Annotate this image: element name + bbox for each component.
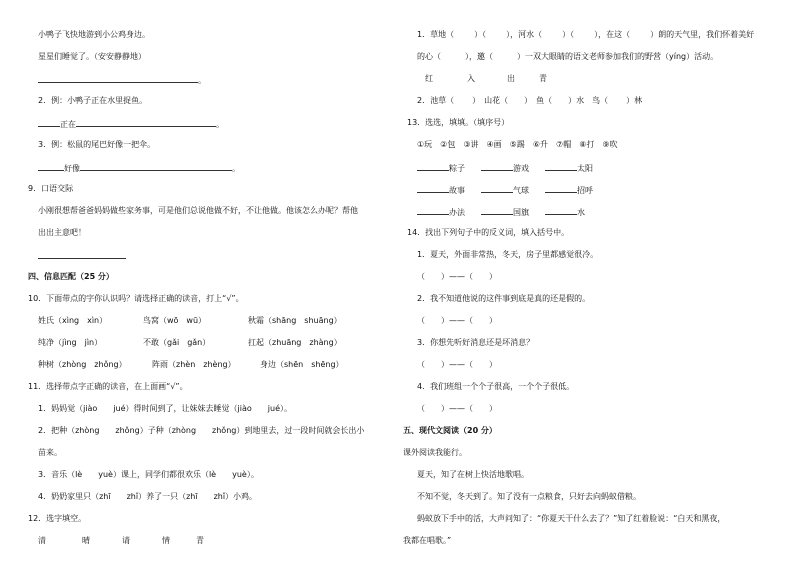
verb-fill-8[interactable]: 国旗 xyxy=(481,206,529,218)
char-option-3: 请 xyxy=(122,536,130,545)
section-5-heading: 五、现代文阅读（20 分） xyxy=(403,426,497,435)
pinyin-choice-5[interactable]: 不敢（gǎi gǎn） xyxy=(143,338,211,347)
example-sentence-3: 3．例：松鼠的尾巴好像一把伞。 xyxy=(38,140,156,149)
answer-line-1[interactable]: 。 xyxy=(38,74,206,86)
antonym-pair-2[interactable]: （ ）——（ ） xyxy=(417,316,497,325)
reading-paragraph-3b: 我都在唱歌。” xyxy=(403,536,452,545)
example-sentence-2: 2．例：小鸭子正在水里捉鱼。 xyxy=(38,96,148,105)
question-11-item-1[interactable]: 1．妈妈觉（jiào jué）得时间到了，让妹妹去睡觉（jiào jué）。 xyxy=(38,404,293,413)
left-column xyxy=(0,0,380,561)
char-option-1: 清 xyxy=(38,536,46,545)
verb-fill-1[interactable]: 粽子 xyxy=(417,162,465,174)
pinyin-choice-6[interactable]: 扛起（zhuāng zhàng） xyxy=(248,338,342,347)
prompt-sentence-1: 星星们睡觉了。（安安静静地） xyxy=(38,52,146,61)
question-11-title: 11．选择带点字正确的读音，在上面画“√”。 xyxy=(28,382,188,391)
answer-line-3[interactable]: 好像 。 xyxy=(38,162,240,174)
section-4-heading: 四、信息匹配（25 分） xyxy=(28,272,114,281)
right-column xyxy=(397,0,777,561)
verb-fill-2[interactable]: 游戏 xyxy=(481,162,529,174)
pinyin-choice-9[interactable]: 身边（shēn shēng） xyxy=(260,360,344,369)
question-11-item-2b: 苗来。 xyxy=(38,448,62,457)
question-9-title: 9．口语交际 xyxy=(28,184,74,193)
pinyin-choice-1[interactable]: 姓氏（xìng xìn） xyxy=(38,316,108,325)
antonym-sentence-4: 4．我们班组一个个子很高，一个个子很低。 xyxy=(417,382,575,391)
fill-char-option-3: 出 xyxy=(507,74,515,83)
verb-fill-9[interactable]: 水 xyxy=(545,206,585,218)
reading-intro: 课外阅读我能行。 xyxy=(403,448,467,457)
verb-fill-3[interactable]: 太阳 xyxy=(545,162,593,174)
verb-fill-6[interactable]: 招呼 xyxy=(545,184,593,196)
pinyin-choice-7[interactable]: 种树（zhòng zhǒng） xyxy=(38,360,127,369)
verb-fill-5[interactable]: 气球 xyxy=(481,184,529,196)
fill-sentence-1[interactable]: 1．草地（ ）（ ），河水（ ）（ ），在这（ ）朗的天气里，我们怀着美好 xyxy=(417,30,755,39)
char-option-2: 晴 xyxy=(82,536,90,545)
pinyin-choice-4[interactable]: 纯净（jìng jìn） xyxy=(38,338,103,347)
reading-paragraph-3a: 蚂蚁放下手中的活，大声问知了：“你夏天干什么去了？”知了红着脸说：“白天和黑夜， xyxy=(417,514,726,523)
pinyin-choice-8[interactable]: 阵雨（zhèn zhèng） xyxy=(152,360,236,369)
antonym-sentence-1: 1．夏天，外面非常热，冬天，房子里都感觉很冷。 xyxy=(417,250,599,259)
antonym-pair-3[interactable]: （ ）——（ ） xyxy=(417,360,497,369)
question-14-title: 14．找出下列句子中的反义词，填入括号中。 xyxy=(407,228,570,237)
question-10-title: 10．下面带点的字你认识吗？请选择正确的读音，打上“√”。 xyxy=(28,294,244,303)
antonym-pair-1[interactable]: （ ）——（ ） xyxy=(417,272,497,281)
question-11-item-2a[interactable]: 2．把种（zhòng zhǒng）子种（zhòng zhǒng）到地里去，过一段时间就会长出小 xyxy=(38,426,365,435)
question-12-title: 12．选字填空。 xyxy=(28,514,87,523)
reading-paragraph-1: 夏天，知了在树上快活地歌唱。 xyxy=(417,470,529,479)
reading-paragraph-2: 不知不觉，冬天到了。知了没有一点粮食，只好去向蚂蚁借粮。 xyxy=(417,492,641,501)
example-sentence-1: 小鸭子飞快地游到小公鸡身边。 xyxy=(38,30,150,39)
question-13-title: 13．选选，填填。（填序号） xyxy=(407,118,510,127)
antonym-pair-4[interactable]: （ ）——（ ） xyxy=(417,404,497,413)
fill-sentence-2[interactable]: 的心（ ），邀（ ）一双大眼睛的语文老师参加我们的野营（yíng）活动。 xyxy=(417,52,719,61)
verb-fill-7[interactable]: 办法 xyxy=(417,206,465,218)
fill-char-option-4: 青 xyxy=(539,74,547,83)
pinyin-choice-3[interactable]: 秋霜（shāng shuāng） xyxy=(248,316,342,325)
answer-line-9[interactable] xyxy=(38,250,126,262)
antonym-sentence-3: 3．你想先听好消息还是坏消息？ xyxy=(417,338,535,347)
fill-char-option-1: 红 xyxy=(425,74,433,83)
fill-sentence-3[interactable]: 2．池草（ ） 山花（ ） 鱼（ ）水 鸟（ ）林 xyxy=(417,96,643,105)
char-option-4: 情 xyxy=(162,536,170,545)
char-option-5: 青 xyxy=(196,536,204,545)
answer-line-2[interactable]: 正在 。 xyxy=(38,118,224,130)
question-11-item-3[interactable]: 3．音乐（lè yuè）课上，同学们都很欢乐（lè yuè）。 xyxy=(38,470,259,479)
verb-fill-4[interactable]: 故事 xyxy=(417,184,465,196)
pinyin-choice-2[interactable]: 鸟窝（wō wū） xyxy=(143,316,207,325)
question-9-text-2: 出出主意吧！ xyxy=(38,228,86,237)
fill-char-option-2: 入 xyxy=(467,74,475,83)
question-11-item-4[interactable]: 4．奶奶家里只（zhī zhǐ）养了一只（zhī zhǐ）小鸡。 xyxy=(38,492,258,501)
antonym-sentence-2: 2．我不知道他说的这件事到底是真的还是假的。 xyxy=(417,294,591,303)
question-13-options: ①玩 ②包 ③讲 ④画 ⑤踢 ⑥升 ⑦帽 ⑧打 ⑨吹 xyxy=(417,140,618,149)
question-9-text-1: 小刚很想帮爸爸妈妈做些家务事，可是他们总说他做不好，不让他做。他该怎么办呢？帮他 xyxy=(38,206,358,215)
